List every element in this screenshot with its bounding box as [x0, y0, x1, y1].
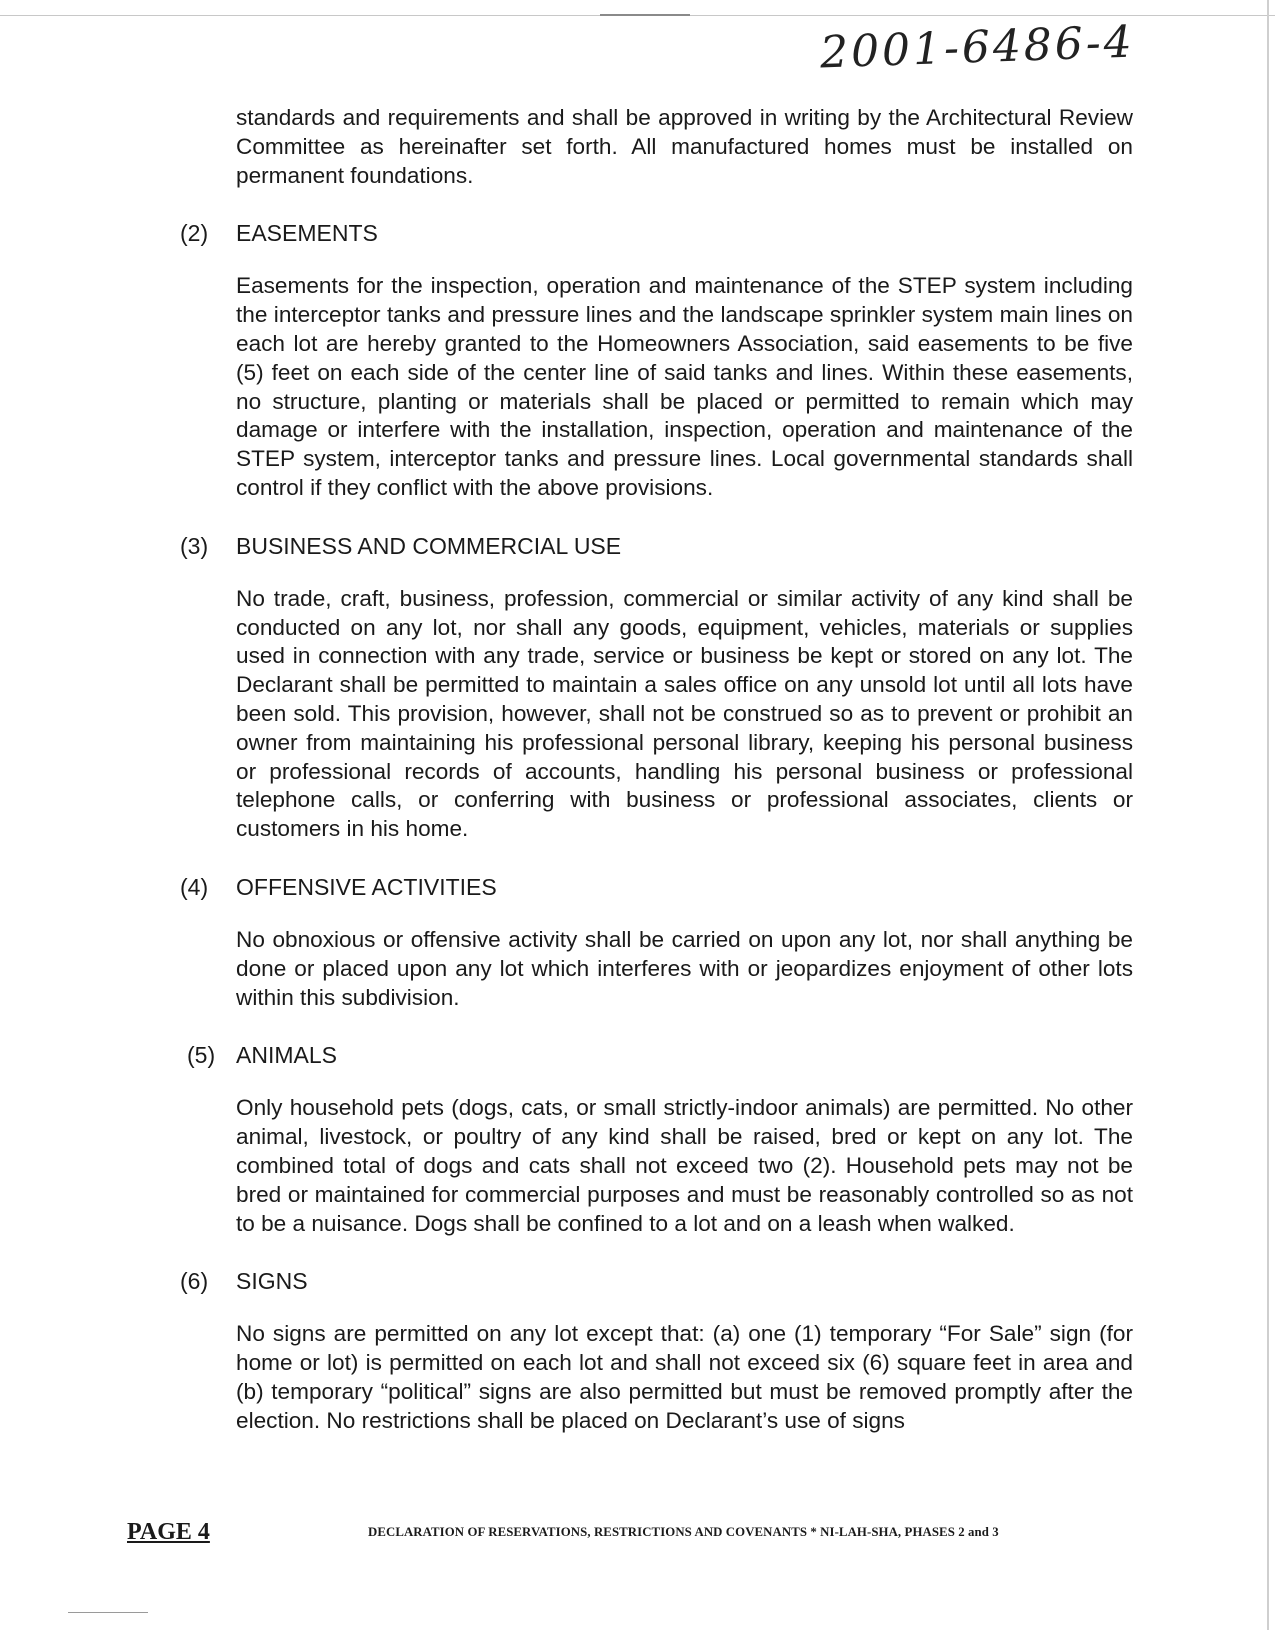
scan-artifact-bottom	[68, 1612, 148, 1613]
section-number: (2)	[180, 220, 209, 247]
section-title: ANIMALS	[236, 1042, 337, 1069]
section-number: (6)	[180, 1268, 209, 1295]
section-title: SIGNS	[236, 1268, 308, 1295]
intro-paragraph: standards and requirements and shall be approved in writing by the Architectural Review Committee as hereinafter set forth. All manufactured homes must be installed on permanent foundations.	[236, 105, 1133, 188]
section-heading	[0, 216, 1275, 250]
section-title: EASEMENTS	[236, 220, 378, 247]
section-text: No signs are permitted on any lot except that: (a) one (1) temporary “For Sale” sign (for home or lot) is permitted on each lot and shall not exceed six (6) square feet in area and (b) temporary “political” signs are also permitted but must be removed promptly after the election. No restrictions shall be placed on Declarant’s use of signs	[236, 1321, 1133, 1433]
section-offensive-activities	[0, 870, 1275, 1012]
section-text: No obnoxious or offensive activity shall be carried on upon any lot, nor shall anything be done or placed upon any lot which interferes with or jeopardizes enjoyment of other lots within this subdivision.	[236, 926, 1133, 1010]
section-text: No trade, craft, business, profession, commercial or similar activity of any kind shall be conducted on any lot, nor shall any goods, equipment, vehicles, materials or supplies used in connection with any trade, service or business be kept or stored on any lot. The Declarant shall be permitted to maintain a sales office on any unsold lot until all lots have been sold. This provision, however, shall not be construed so as to prevent or prohibit an owner from maintaining his professional personal library, keeping his personal business or professional records of accounts, handling his personal business or professional telephone calls, or conferring with business or professional associates, clients or customers in his home.	[236, 585, 1133, 842]
section-text: Only household pets (dogs, cats, or small strictly-indoor animals) are permitted. No other animal, livestock, or poultry of any kind shall be raised, bred or kept on any lot. The combined total of dogs and cats shall not exceed two (2). Household pets may not be bred or maintained for commercial purposes and must be reasonably controlled so as not to be a nuisance. Dogs shall be confined to a lot and on a leash when walked.	[236, 1095, 1133, 1236]
section-animals	[0, 1038, 1275, 1238]
section-text: Easements for the inspection, operation and maintenance of the STEP system including the interceptor tanks and pressure lines and the landscape sprinkler system main lines on each lot are hereby granted to the Homeowners Association, said easements to be five (5) feet on each side of the center line of said tanks and lines. Within these easements, no structure, planting or materials shall be placed or permitted to remain which may damage or interfere with the installation, inspection, operation and maintenance of the STEP system, interceptor tanks and pressure lines. Local governmental standards shall control if they conflict with the above provisions.	[236, 273, 1133, 500]
section-easements	[0, 216, 1275, 502]
handwritten-document-number: 2001-6486-4	[819, 16, 1136, 79]
section-title: BUSINESS AND COMMERCIAL USE	[236, 532, 622, 559]
section-number: (3)	[180, 532, 209, 559]
document-body	[0, 104, 1275, 1436]
page-footer	[0, 1519, 1275, 1549]
section-heading	[0, 870, 1275, 904]
section-business-commercial-use	[0, 529, 1275, 844]
scan-artifact-mid	[600, 14, 690, 16]
footer-document-title: DECLARATION OF RESERVATIONS, RESTRICTIONS AND COVENANTS * NI-LAH-SHA, PHASES 2 and 3	[368, 1525, 999, 1539]
section-heading	[0, 1264, 1275, 1298]
section-heading	[0, 1038, 1275, 1072]
page-number-label: PAGE 4	[127, 1519, 210, 1545]
section-number: (4)	[180, 873, 209, 900]
section-heading	[0, 529, 1275, 563]
section-number: (5)	[187, 1042, 216, 1069]
section-signs	[0, 1264, 1275, 1435]
section-title: OFFENSIVE ACTIVITIES	[236, 873, 497, 900]
